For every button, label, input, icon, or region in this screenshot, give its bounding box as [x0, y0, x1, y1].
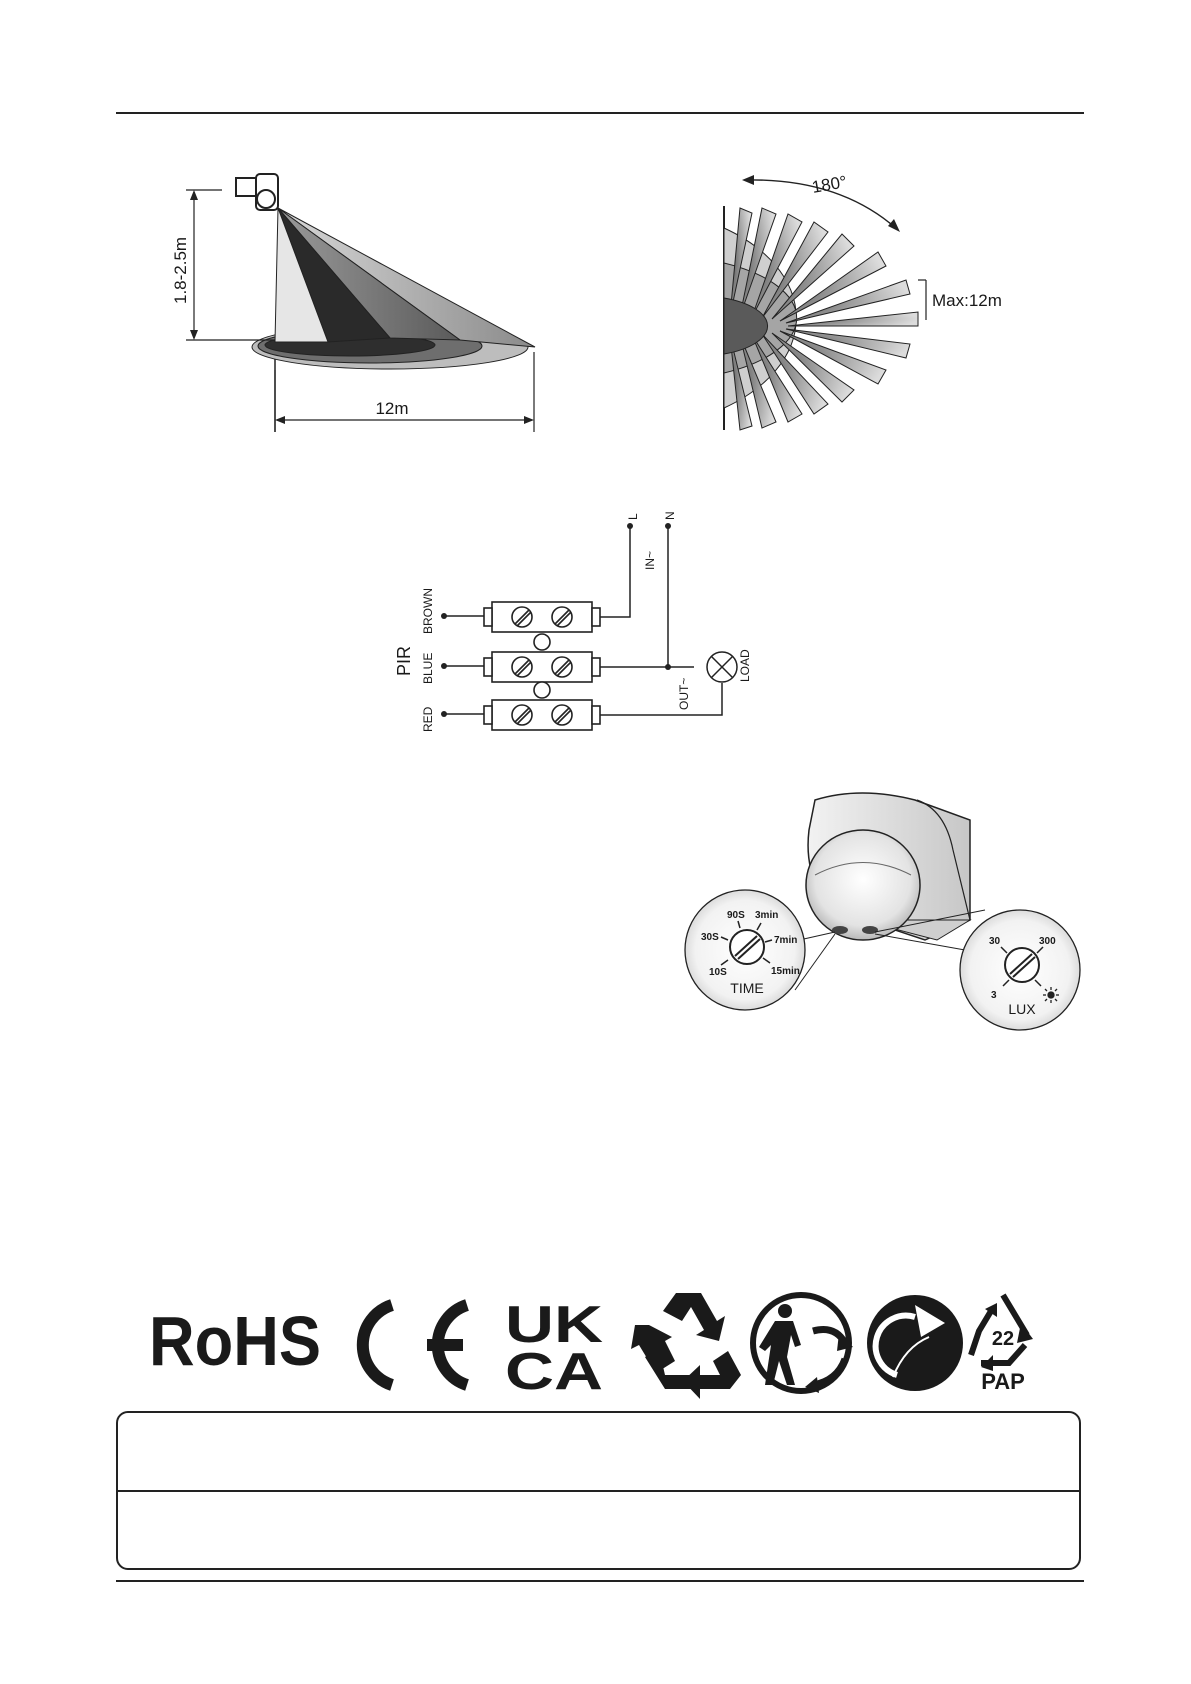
ukca-bottom: CA	[505, 1343, 603, 1401]
tidyman-icon	[753, 1295, 853, 1393]
time-setting-90s: 90S	[727, 910, 745, 921]
time-setting-30s: 30S	[701, 932, 719, 943]
lux-dial-title: LUX	[1008, 1001, 1036, 1017]
height-label: 1.8-2.5m	[171, 236, 190, 304]
time-dial	[685, 890, 805, 1010]
wire-label-blue: BLUE	[421, 652, 435, 684]
load-label: LOAD	[738, 649, 752, 682]
lux-setting-300: 300	[1039, 936, 1056, 947]
load-lamp-icon	[707, 652, 737, 682]
lux-setting-3: 3	[991, 990, 997, 1001]
time-setting-3min: 3min	[755, 910, 779, 921]
top-rule	[116, 112, 1084, 114]
range-label: Max:12m	[932, 291, 1002, 310]
ukca-mark	[505, 1296, 604, 1401]
certification-marks	[145, 1285, 1065, 1401]
pap-number: 22	[991, 1328, 1015, 1350]
input-label: IN~	[643, 550, 657, 570]
side-view-coverage-diagram	[160, 170, 580, 440]
sun-icon	[1043, 987, 1059, 1003]
neutral-label: N	[663, 511, 677, 520]
ce-mark	[363, 1305, 467, 1385]
top-view-coverage-diagram	[700, 168, 1040, 438]
lux-dial	[960, 910, 1080, 1030]
footer-row-bottom	[118, 1492, 1079, 1569]
sensor-icon	[236, 174, 278, 210]
wire-label-brown: BROWN	[421, 588, 435, 634]
terminal-block	[484, 602, 600, 730]
wiring-diagram	[388, 508, 788, 738]
sensor-dial-illustration	[685, 790, 1085, 1042]
lux-setting-30: 30	[989, 936, 1001, 947]
device-label: PIR	[394, 645, 414, 676]
time-setting-15min: 15min	[771, 966, 800, 977]
distance-label: 12m	[375, 399, 409, 418]
footer-row-top	[118, 1413, 1079, 1490]
footer-info-box	[116, 1411, 1081, 1570]
ukca-top: UK	[505, 1296, 604, 1354]
recycle-icon	[631, 1293, 741, 1399]
time-setting-7min: 7min	[774, 935, 798, 946]
output-label: OUT~	[677, 677, 691, 710]
wire-label-red: RED	[421, 706, 435, 732]
pap-22-recycling-icon	[971, 1295, 1033, 1394]
line-label: L	[626, 513, 640, 520]
bottom-rule	[116, 1580, 1084, 1582]
angle-label: 180°	[810, 172, 849, 197]
time-setting-10s: 10S	[709, 967, 727, 978]
green-dot-icon	[867, 1295, 963, 1391]
sensor-dome	[806, 830, 920, 940]
time-dial-title: TIME	[730, 980, 764, 996]
pap-label: PAP	[981, 1369, 1025, 1394]
rohs-mark: RoHS	[149, 1302, 321, 1380]
